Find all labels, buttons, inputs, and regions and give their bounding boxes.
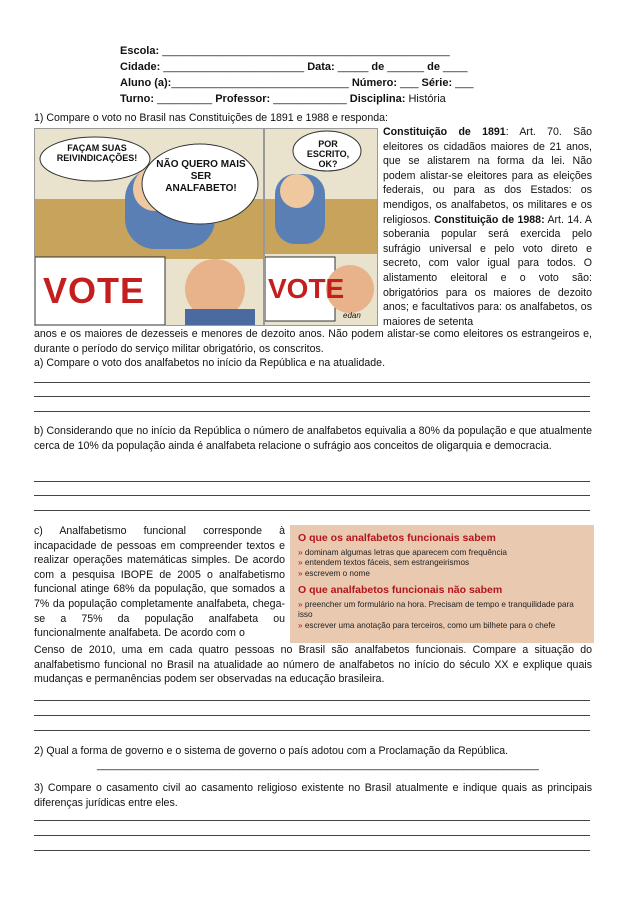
answer-line[interactable] bbox=[34, 396, 590, 397]
answer-line[interactable] bbox=[34, 700, 590, 701]
c1891-text: : Art. 70. São eleitores os cidadãos maiores de 21 anos, que se alistarem na forma da lei. Não podem alistar-se eleitores para as eleições federais, ou para as dos Estados: os mendigos, os analfabetos, os militares e os religiosos. bbox=[383, 126, 593, 226]
q1-c-left: c) Analfabetismo funcional corresponde à incapacidade de pessoas em compreender textos e realizar operações matemáticas simples. De acordo com a pesquisa IBOPE de 2005 o analfabetismo funcional atinge 68% da população, que somados a 7% da população completamente analfabeta, chega-se a 75% da população analfabeta ou funcionalmente analfabeta. De acordo com o bbox=[34, 525, 285, 640]
bubble-reivindicacoes: FAÇAM SUAS REIVINDICAÇÕES! bbox=[56, 143, 138, 163]
vote-sign-right: VOTE bbox=[268, 273, 345, 304]
q1-intro: 1) Compare o voto no Brasil nas Constituições de 1891 e 1988 e responda: bbox=[34, 112, 388, 124]
infobox-title-nao-sabem: O que analfabetos funcionais não sabem bbox=[298, 584, 503, 597]
answer-line[interactable] bbox=[34, 715, 590, 716]
cartoon-signature: edan bbox=[343, 311, 361, 320]
infobox-list-nao-sabem bbox=[298, 600, 588, 632]
bubble-analfabeto: NÃO QUERO MAIS SER ANALFABETO! bbox=[156, 159, 246, 194]
c1988-text: Art. 14. A soberania popular será exercida pelo sufrágio universal e pelo voto direto e secreto, com valor igual para todos. O alistamento eleitoral e o voto são: obrigatórios para os maiores de dezoito anos; e facultativos para: os analfabetos, os maiores de setenta bbox=[383, 213, 592, 328]
c1891-title: Constituição de 1891 bbox=[383, 126, 506, 138]
infobox-list-sabem bbox=[298, 548, 594, 580]
answer-line[interactable] bbox=[34, 495, 590, 496]
infobox-item: » preencher um formulário na hora. Precisam de tempo e tranquilidade para isso bbox=[298, 600, 588, 621]
header-escola: Escola: _______________________________________________ bbox=[120, 45, 450, 57]
vote-sign-left: VOTE bbox=[43, 270, 146, 311]
q2-text: 2) Qual a forma de governo e o sistema de governo o país adotou com a Proclamação da República. bbox=[34, 745, 509, 757]
q3-text: 3) Compare o casamento civil ao casamento religioso existente no Brasil atualmente e indique quais as principais diferenças jurídicas entre eles. bbox=[34, 782, 592, 809]
q1-c-continuation: Censo de 2010, uma em cada quatro pessoas no Brasil são analfabetos funcionais. Compare a situação do analfabetismo funcional no Brasil na atualidade ao número de analfabetos no início do século XX e explique quais mudanças e permanências podem ser observadas na educação brasileira. bbox=[34, 644, 592, 686]
header-aluno: Aluno (a):_____________________________ Número: ___ Série: ___ bbox=[120, 77, 474, 89]
infobox-item: » entendem textos fáceis, sem estrangeirismos bbox=[298, 558, 594, 569]
answer-line[interactable] bbox=[34, 850, 590, 851]
functional-illiteracy-infobox bbox=[290, 525, 594, 643]
bubble-por-escrito: POR ESCRITO, OK? bbox=[306, 139, 350, 169]
answer-line[interactable] bbox=[34, 481, 590, 482]
header-cidade: Cidade: _______________________ Data: _____ de ______ de ____ bbox=[120, 61, 468, 73]
answer-line[interactable] bbox=[34, 730, 590, 731]
constituicoes-text bbox=[383, 125, 592, 329]
infobox-title-sabem: O que os analfabetos funcionais sabem bbox=[298, 532, 496, 544]
answer-line[interactable] bbox=[34, 382, 590, 383]
header-turno: Turno: _________ Professor: ____________ Disciplina: História bbox=[120, 93, 446, 105]
cartoon-panel-right bbox=[264, 128, 378, 326]
c1988-title: Constituição de 1988: bbox=[434, 213, 545, 226]
q1-b: b) Considerando que no início da República o número de analfabetos equivalia a 80% da população e que atualmente cerca de 10% da população ainda é analfabeta relacione o sufrágio aos conceitos de oligarquia e democracia. bbox=[34, 425, 592, 452]
q1-a: a) Compare o voto dos analfabetos no início da República e na atualidade. bbox=[34, 357, 386, 369]
infobox-item: » escrevem o nome bbox=[298, 569, 594, 580]
answer-line[interactable] bbox=[34, 411, 590, 412]
answer-line[interactable] bbox=[34, 820, 590, 821]
answer-line[interactable] bbox=[34, 510, 590, 511]
cartoon-panel-left bbox=[34, 128, 264, 326]
q1-continuation: anos e os maiores de dezesseis e menores de dezoito anos. Não podem alistar-se como eleitores os estrangeiros e, durante o período do serviço militar obrigatório, os conscritos. bbox=[34, 328, 592, 355]
infobox-item: » escrever uma anotação para terceiros, como um bilhete para o chefe bbox=[298, 621, 588, 632]
answer-line[interactable] bbox=[34, 835, 590, 836]
infobox-item: » dominam algumas letras que aparecem com frequência bbox=[298, 548, 594, 559]
q2-answer-blank[interactable]: ___________________________________________________________________________ bbox=[97, 759, 539, 771]
